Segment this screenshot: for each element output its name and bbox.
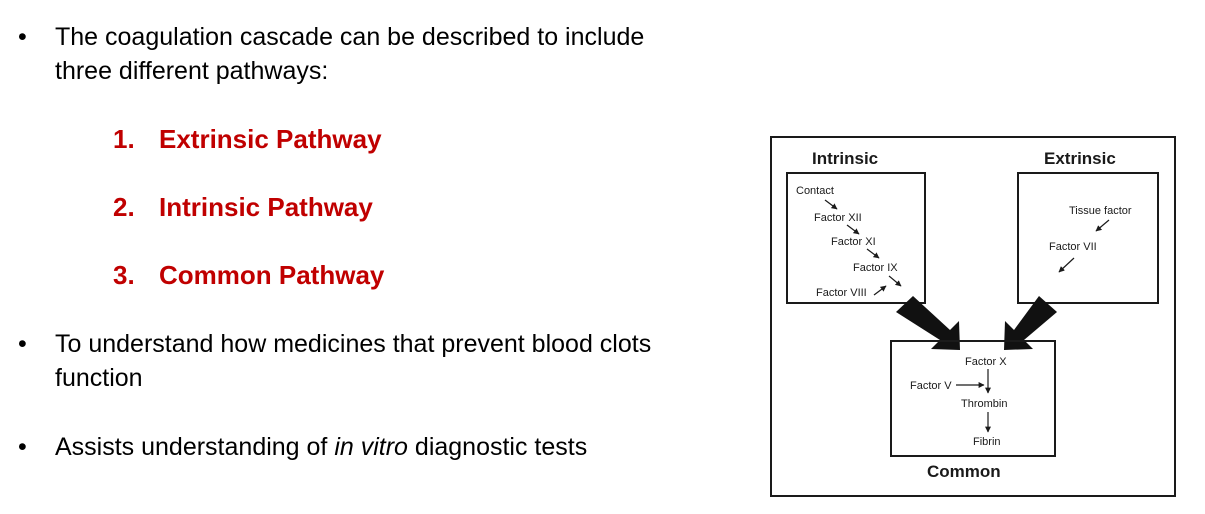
intrinsic-title: Intrinsic <box>812 149 879 168</box>
pathway-number: 2. <box>113 192 135 222</box>
bullet-line: function <box>55 364 143 392</box>
bullet-symbol: • <box>18 23 27 51</box>
bullet-text-italic: in vitro <box>334 433 408 461</box>
intrinsic-step-contact: Contact <box>796 185 834 197</box>
common-step-factor-x: Factor X <box>965 356 1007 368</box>
intrinsic-step-factor-xii: Factor XII <box>814 212 862 224</box>
pathway-number: 3. <box>113 260 135 290</box>
pathway-number: 1. <box>113 124 135 154</box>
bullet-line: three different pathways: <box>55 57 329 85</box>
bullet-line: The coagulation cascade can be described to include <box>55 23 645 51</box>
bullet-item-medicines <box>18 327 758 397</box>
intrinsic-step-factor-viii: Factor VIII <box>816 287 867 299</box>
bullet-item-diagnostics <box>18 430 718 470</box>
bullet-text <box>55 327 651 395</box>
bullet-item-pathways <box>18 20 738 90</box>
pathway-label: Extrinsic Pathway <box>159 124 382 154</box>
pathway-label: Common Pathway <box>159 260 385 290</box>
common-step-fibrin: Fibrin <box>973 436 1001 448</box>
pathway-item-extrinsic <box>113 122 382 156</box>
extrinsic-step-tissue-factor: Tissue factor <box>1069 205 1132 217</box>
bullet-text <box>55 430 587 464</box>
bullet-symbol: • <box>18 330 27 358</box>
extrinsic-title: Extrinsic <box>1044 149 1116 168</box>
bullet-text <box>55 20 644 88</box>
pathway-label: Intrinsic Pathway <box>159 192 373 222</box>
common-title: Common <box>927 462 1001 481</box>
extrinsic-step-factor-vii: Factor VII <box>1049 241 1097 253</box>
common-step-factor-v: Factor V <box>910 380 952 392</box>
bullet-line: To understand how medicines that prevent blood clots <box>55 330 652 358</box>
pathway-item-common <box>113 258 384 292</box>
intrinsic-step-factor-ix: Factor IX <box>853 262 898 274</box>
coagulation-cascade-diagram <box>770 136 1176 497</box>
intrinsic-step-factor-xi: Factor XI <box>831 236 876 248</box>
bullet-text-before: Assists understanding of <box>55 433 335 461</box>
bullet-text-after: diagnostic tests <box>407 433 588 461</box>
common-step-thrombin: Thrombin <box>961 398 1008 410</box>
bullet-symbol: • <box>18 433 27 461</box>
pathway-item-intrinsic <box>113 190 373 224</box>
